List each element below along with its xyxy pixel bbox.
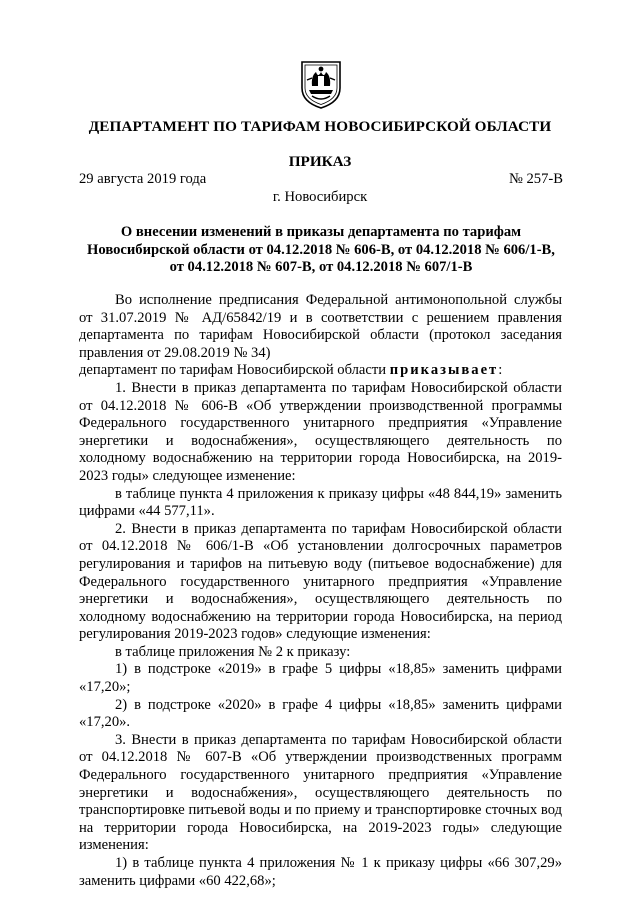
item-3-paragraph: 3. Внести в приказ департамента по тарифам Новосибирской области от 04.12.2018 № 607-В «Об утверждении производственных программ Федерального государственного унитарного предприятия «Управление энергетики и водоснабжения», осуществляющего деятельность по транспортировке питьевой воды и по приему и транспортировке сточных вод на территории города Новосибирска, на 2019-2023 годы» следующие изменения: [79,731,562,854]
document-type: ПРИКАЗ [288,153,352,170]
item-3-change-1: 1) в таблице пункта 4 приложения № 1 к приказу цифры «66 307,29» заменить цифрами «60 422,68»; [79,855,562,889]
order-number: № 257-В [508,171,563,187]
item-1-paragraph: 1. Внести в приказ департамента по тарифам Новосибирской области от 04.12.2018 № 606-В «Об утверждении производственной программы Федерального государственного унитарного предприятия «Управление энергетики и водоснабжения», осуществляющего деятельность по холодному водоснабжению на территории города Новосибирска, на 2019-2023 годы» следующее изменение: [79,379,562,484]
department-name: ДЕПАРТАМЕНТ ПО ТАРИФАМ НОВОСИБИРСКОЙ ОБЛАСТИ [88,118,552,135]
order-city: г. Новосибирск [272,189,368,205]
item-1-change: в таблице пункта 4 приложения к приказу цифры «48 844,19» заменить цифрами «44 577,11». [79,485,562,520]
ordering-word: приказывает [389,362,499,379]
order-date: 29 августа 2019 года [79,171,207,187]
item-2-table-intro: в таблице приложения № 2 к приказу: [115,643,351,660]
ordering-paragraph [79,362,562,380]
order-body [79,292,562,890]
item-2-change-2: 2) в подстроке «2020» в графе 4 цифры «18,85» заменить цифрами «17,20». [79,696,562,731]
item-2-change-1: 1) в подстроке «2019» в графе 5 цифры «18,85» заменить цифрами «17,20»; [79,661,562,696]
ordering-colon: : [498,362,503,379]
item-2-paragraph: 2. Внести в приказ департамента по тарифам Новосибирской области от 04.12.2018 № 606/1-В «Об установлении долгосрочных параметров регулирования и тарифов на питьевую воду (питьевое водоснабжение) для Федерального государственного унитарного предприятия «Управление энергетики и водоснабжения», осуществляющего деятельность по холодному водоснабжению на территории города Новосибирска, на период регулирования 2019-2023 годов» следующие изменения: [79,520,562,643]
preamble-paragraph: Во исполнение предписания Федеральной антимонопольной службы от 31.07.2019 № АД/65842/19 и в соответствии с решением правления департамента по тарифам Новосибирской области (протокол заседания правления от 29.08.2019 № 34) [79,292,562,361]
coat-of-arms-icon [298,58,344,110]
order-subject: О внесении изменений в приказы департамента по тарифам Новосибирской области от 04.12.2018 № 606-В, от 04.12.2018 № 606/1-В, от 04.12.2018 № 607-В, от 04.12.2018 № 607/1-В [87,224,555,276]
ordering-lead: департамент по тарифам Новосибирской области [79,362,387,379]
